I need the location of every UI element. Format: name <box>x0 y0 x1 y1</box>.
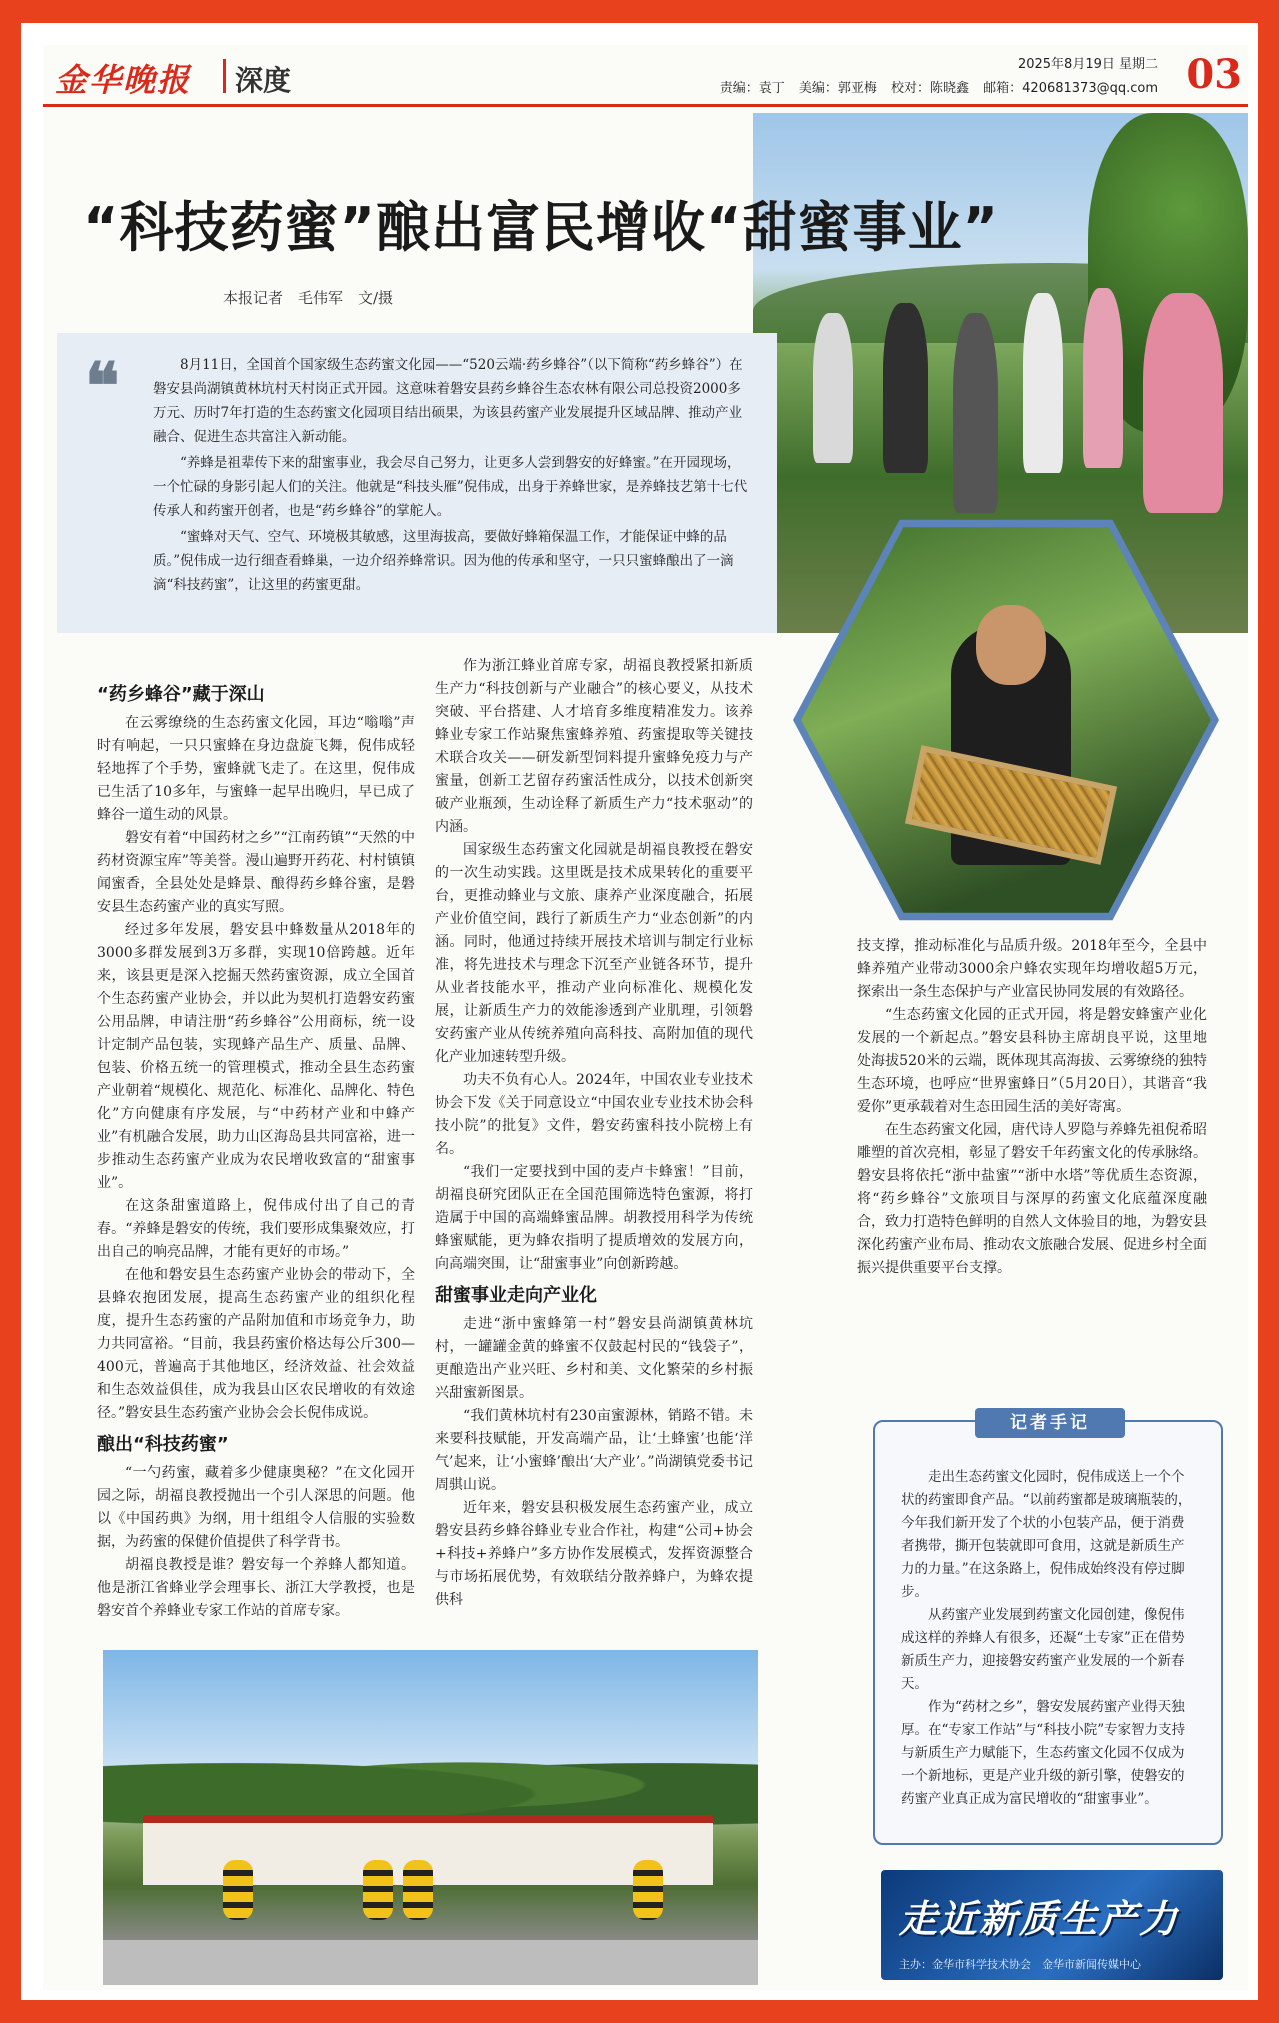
staff-email: 邮箱：420681373@qq.com <box>983 81 1158 96</box>
portrait-face <box>976 605 1046 685</box>
bee-statue <box>363 1860 393 1920</box>
notes-paragraph: 走出生态药蜜文化园时，倪伟成送上一个个状的药蜜即食产品。“以前药蜜都是玻璃瓶装的，今年我们新开发了个状的小包装产品，便于消费者携带，撕开包装就即可食用，这就是新质生产力的力量。”在这条路上，倪伟成始终没有停过脚步。 <box>901 1469 1192 1600</box>
body-paragraph: 技支撑，推动标准化与品质升级。2018年至今，全县中蜂养殖产业带动3000余户蜂农实现年均增收超5万元，探索出一条生态保护与产业富民协同发展的有效路径。 <box>857 938 1207 1000</box>
section-name: 深度 <box>235 64 292 97</box>
hero-person <box>953 313 998 513</box>
bee-statue <box>223 1860 253 1920</box>
body-paragraph: “我们一定要找到中国的麦卢卡蜂蜜！”目前，胡福良研究团队正在全国范围筛选特色蜜源，将打造属于中国的高端蜂蜜品牌。胡教授用科学为传统蜂蜜赋能，更为蜂农指明了提质增效的发展方向，向高端突围，让“甜蜜事业”向创新跨越。 <box>435 1164 753 1272</box>
hero-person <box>883 303 928 473</box>
title-block <box>83 185 999 262</box>
section-heading: 酿出“科技药蜜” <box>97 1434 229 1455</box>
body-paragraph: 在这条甜蜜道路上，倪伟成付出了自己的青春。“养蜂是磐安的传统，我们要形成集聚效应，打出自己的响亮品牌，才能有更好的市场。” <box>97 1198 415 1260</box>
reporter-notes-tag: 记者手记 <box>975 1408 1125 1438</box>
cultural-park-photo <box>103 1650 758 1985</box>
body-paragraph: 走进“浙中蜜蜂第一村”磐安县尚湖镇黄林坑村，一罐罐金黄的蜂蜜不仅鼓起村民的“钱袋子”，更酿造出产业兴旺、乡村和美、文化繁荣的乡村振兴甜蜜新图景。 <box>435 1316 753 1401</box>
issue-date: 2025年8月19日 星期二 <box>1017 57 1158 72</box>
notes-paragraph: 作为“药材之乡”，磐安发展药蜜产业得天独厚。在“专家工作站”与“科技小院”专家智力支持与新质生产力赋能下，生态药蜜文化园不仅成为一个新地标，更是产业升级的新引擎，使磐安的药蜜产业真正成为富民增收的“甜蜜事业”。 <box>901 1699 1186 1807</box>
body-paragraph: 胡福良教授是谁？磐安每一个养蜂人都知道。他是浙江省蜂业学会理事长、浙江大学教授，也是磐安首个养蜂业专家工作站的首席专家。 <box>97 1557 415 1619</box>
body-paragraph: 作为浙江蜂业首席专家，胡福良教授紧扣新质生产力“科技创新与产业融合”的核心要义，从技术突破、平台搭建、人才培育多维度精准发力。该养蜂业专家工作站聚焦蜜蜂养殖、药蜜提取等关键技术联合攻关——研发新型饲料提升蜜蜂免疫力与产蜜量，创新工艺留存药蜜活性成分，以技术创新突破产业瓶颈，生动诠释了新质生产力“技术驱动”的内涵。 <box>435 658 753 835</box>
masthead <box>43 45 1248 107</box>
lead-paragraph: “养蜂是祖辈传下来的甜蜜事业，我会尽自己努力，让更多人尝到磐安的好蜂蜜。”在开园现场，一个忙碌的身影引起人们的关注。他就是“科技头雁”倪伟成，出身于养蜂世家，是养蜂技艺第十七代传承人和药蜜开创者，也是“药乡蜂谷”的掌舵人。 <box>153 455 748 519</box>
body-paragraph: 近年来，磐安县积极发展生态药蜜产业，成立磐安县药乡蜂谷蜂业专业合作社，构建“公司+协会+科技+养蜂户”多方协作发展模式，发挥资源整合与市场拓展优势，有效联结分散养蜂户，为蜂农提供科 <box>435 1500 753 1608</box>
notes-paragraph: 从药蜜产业发展到药蜜文化园创建，像倪伟成这样的养蜂人有很多，还凝“土专家”正在借势新质生产力，迎接磐安药蜜产业发展的一个新春天。 <box>901 1607 1185 1692</box>
article-byline: 本报记者 毛伟军 文/摄 <box>223 289 394 307</box>
banner-title: 走近新质生产力 <box>899 1897 1180 1941</box>
body-paragraph: 磐安有着“中国药材之乡”“江南药镇”“天然的中药材资源宝库”等美誉。漫山遍野开药花、村村镇镇闻蜜香，全县处处是蜂景、酿得药乡蜂谷蜜，是磐安县生态药蜜产业的真实写照。 <box>97 830 415 915</box>
staff-proofreader: 校对：陈晓鑫 <box>891 81 970 96</box>
hero-person <box>1023 293 1063 473</box>
staff-editor: 责编：袁丁 <box>719 81 785 96</box>
lead-paragraph: “蜜蜂对天气、空气、环境极其敏感，这里海拔高，要做好蜂箱保温工作，才能保证中蜂的品质。”倪伟成一边行细查看蜂巢，一边介绍养蜂常识。因为他的传承和坚守，一只只蜜蜂酿出了一滴滴“科技药蜜”，让这里的药蜜更甜。 <box>153 529 734 593</box>
column-3 <box>857 935 1207 1280</box>
staff-designer: 美编：郭亚梅 <box>798 81 877 96</box>
bee-statue <box>633 1860 663 1920</box>
body-paragraph: 在他和磐安县生态药蜜产业协会的带动下，全县蜂农抱团发展，提高生态药蜜产业的组织化程度，提升生态药蜜的产品附加值和市场竞争力，助力共同富裕。“目前，我县药蜜价格达每公斤300—400元，普遍高于其他地区，经济效益、社会效益和生态效益俱佳，成为我县山区农民增收的有效途径。”磐安县生态药蜜产业协会会长倪伟成说。 <box>97 1267 415 1421</box>
photo-road <box>103 1940 758 1985</box>
hero-person <box>1083 288 1123 468</box>
newspaper-logo: 金华晚报 <box>55 61 192 99</box>
body-paragraph: 功夫不负有心人。2024年，中国农业专业技术协会下发《关于同意设立“中国农业专业技术协会科技小院”的批复》文件，磐安药蜜科技小院榜上有名。 <box>435 1072 753 1157</box>
staff-credits <box>710 77 1158 96</box>
body-paragraph: 在生态药蜜文化园，唐代诗人罗隐与养蜂先祖倪希昭雕塑的首次亮相，彰显了磐安千年药蜜文化的传承脉络。磐安县将依托“浙中盐蜜”“浙中水塔”等优质生态资源，将“药乡蜂谷”文旅项目与深厚的药蜜文化底蕴深度融合，致力打造特色鲜明的自然人文体验目的地，为磐安县深化药蜜产业布局、推动农文旅融合发展、促进乡村全面振兴提供重要平台支撑。 <box>857 1122 1207 1276</box>
bee-statue <box>403 1860 433 1920</box>
page-number: 03 <box>1186 51 1242 98</box>
hero-person <box>813 313 853 463</box>
body-paragraph: 经过多年发展，磐安县中蜂数量从2018年的3000多群发展到3万多群，实现10倍跨越。近年来，该县更是深入挖掘天然药蜜资源，成立全国首个生态药蜜产业协会，并以此为契机打造磐安药蜜公用品牌，申请注册“药乡蜂谷”公用商标，统一设计定制产品包装，实现蜂产品生产、质量、品牌、包装、价格五统一的管理模式，推动全县生态药蜜产业朝着“规模化、规范化、标准化、品牌化、特色化”方向健康有序发展，与“中药材产业和中蜂产业”有机融合发展，助力山区海岛县共同富裕，进一步推动生态药蜜产业成为农民增收致富的“甜蜜事业”。 <box>97 922 415 1191</box>
section-heading: 甜蜜事业走向产业化 <box>435 1285 597 1306</box>
lead-box <box>57 333 777 633</box>
body-paragraph: “生态药蜜文化园的正式开园，将是磐安蜂蜜产业化发展的一个新起点。”磐安县科协主席胡良平说，这里地处海拔520米的云端，既体现其高海拔、云雾缭绕的独特生态环境，也呼应“世界蜜蜂日”（5月20日），其谐音“我爱你”更承载着对生态田园生活的美好寄寓。 <box>857 1007 1207 1115</box>
body-paragraph: “一勺药蜜，藏着多少健康奥秘？”在文化园开园之际，胡福良教授抛出一个引人深思的问题。他以《中国药典》为纲，用十组组令人信服的实验数据，为药蜜的保健价值提供了科学背书。 <box>97 1465 415 1550</box>
article-headline: “科技药蜜”酿出富民增收“甜蜜事业” <box>83 196 999 259</box>
hero-person-hat <box>1143 293 1223 513</box>
column-1 <box>97 675 415 1623</box>
banner-sponsor: 主办：金华市科学技术协会 金华市新闻传媒中心 <box>899 1958 1141 1971</box>
section-heading: “药乡蜂谷”藏于深山 <box>97 684 265 705</box>
column-2 <box>435 655 753 1612</box>
reporter-notes-box <box>873 1413 1223 1845</box>
newspaper-page <box>43 45 1248 1990</box>
column-banner <box>881 1870 1223 1980</box>
body-paragraph: 在云雾缭绕的生态药蜜文化园，耳边“嗡嗡”声时有响起，一只只蜜蜂在身边盘旋飞舞，倪伟成轻轻地挥了个手势，蜜蜂就飞走了。在这里，倪伟成已生活了10多年，与蜜蜂一起早出晚归，早已成了蜂谷一道生动的风景。 <box>97 715 415 823</box>
page-frame <box>16 18 1263 2005</box>
body-paragraph: “我们黄林坑村有230亩蜜源林，销路不错。未来要科技赋能，开发高端产品，让‘土蜂蜜’也能‘洋气’起来，让‘小蜜蜂’酿出‘大产业’。”尚湖镇党委书记周骐山说。 <box>435 1408 753 1493</box>
body-paragraph: 国家级生态药蜜文化园就是胡福良教授在磐安的一次生动实践。这里既是技术成果转化的重要平台，更推动蜂业与文旅、康养产业深度融合，拓展产业价值空间，践行了新质生产力“业态创新”的内涵。同时，他通过持续开展技术培训与制定行业标准，将先进技术与理念下沉至产业链各环节，提升从业者技能水平，推动产业向标准化、规模化发展，让新质生产力的效能渗透到产业肌理，引领磐安药蜜产业从传统养殖向高科技、高附加值的现代化产业加速转型升级。 <box>435 842 753 1065</box>
lead-paragraph: 8月11日，全国首个国家级生态药蜜文化园——“520云端·药乡蜂谷”（以下简称“药乡蜂谷”）在磐安县尚湖镇黄林坑村天村岗正式开园。这意味着磐安县药乡蜂谷生态农林有限公司总投资2000多万元、历时7年打造的生态药蜜文化园项目结出硕果，为该县药蜜产业发展提升区域品牌、推动产业融合、促进生态共富注入新动能。 <box>153 357 743 445</box>
quote-icon: ❝ <box>85 349 120 424</box>
logo-divider <box>223 59 226 93</box>
